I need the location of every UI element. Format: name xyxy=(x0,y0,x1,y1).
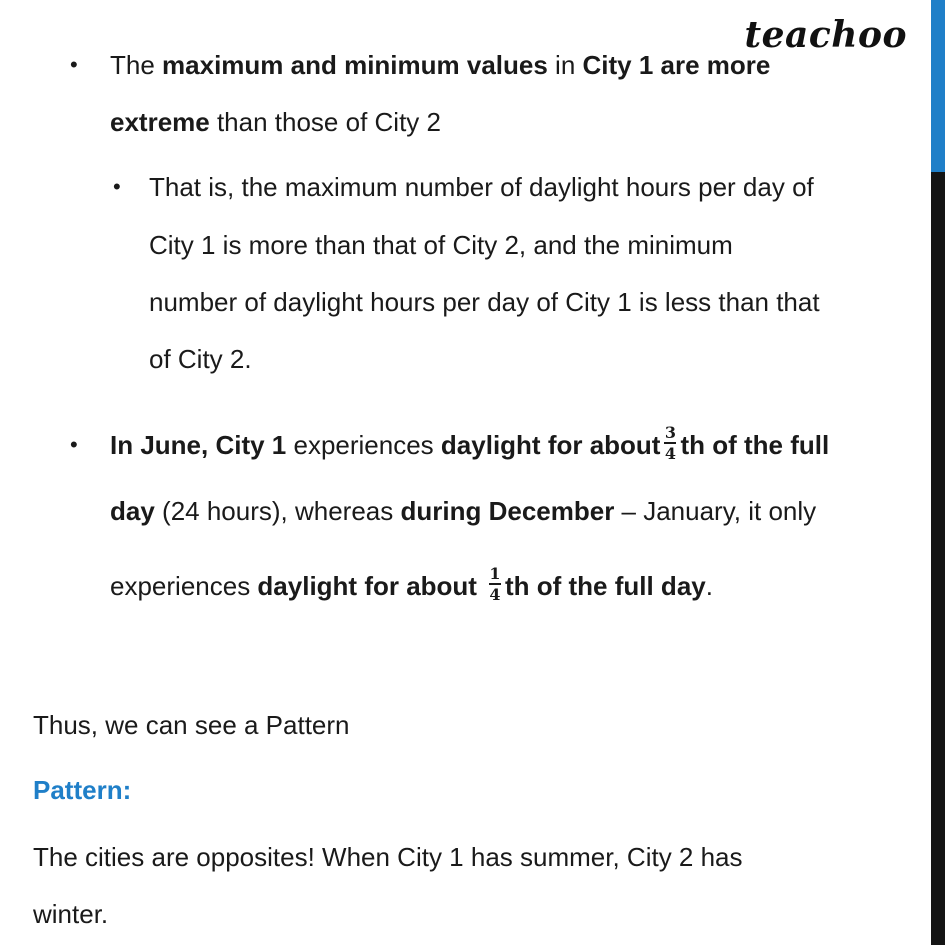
bullet-2-line-3 xyxy=(110,564,713,607)
bold-text: daylight for about xyxy=(440,430,661,460)
side-bar-accent xyxy=(931,0,945,172)
thus-line: Thus, we can see a Pattern xyxy=(33,710,350,740)
fraction-one-quarter xyxy=(489,565,501,603)
text: in xyxy=(547,50,583,80)
text: experiences xyxy=(286,430,441,460)
bold-text: daylight for about xyxy=(257,571,477,601)
sub-bullet-line-1: That is, the maximum number of daylight hours per day of xyxy=(149,172,814,202)
text: The xyxy=(110,50,163,80)
bullet-2-line-1 xyxy=(110,423,830,466)
bold-text: day xyxy=(110,496,155,526)
fraction-numerator: 3 xyxy=(664,423,677,443)
conclusion-line-2: winter. xyxy=(33,899,109,929)
bullet-1-line-2 xyxy=(110,104,441,140)
bold-text: during December xyxy=(400,496,615,526)
bullet-2-line-2 xyxy=(110,493,816,529)
bold-text: maximum and minimum values xyxy=(162,50,548,80)
text: (24 hours), whereas xyxy=(154,496,401,526)
sub-bullet-marker: • xyxy=(113,174,121,199)
bullet-marker: • xyxy=(70,52,78,77)
teachoo-logo: teachoo xyxy=(744,14,907,56)
bullet-1-line-1 xyxy=(110,47,770,83)
text: . xyxy=(705,571,713,601)
pattern-heading: Pattern: xyxy=(33,775,132,805)
fraction-denominator: 4 xyxy=(664,444,677,464)
bold-text: In June, City 1 xyxy=(110,430,287,460)
fraction-denominator: 4 xyxy=(489,585,501,605)
bullet-marker: • xyxy=(70,432,78,457)
bold-text: th of the full xyxy=(680,430,830,460)
sub-bullet-line-2: City 1 is more than that of City 2, and the minimum xyxy=(149,230,733,260)
sub-bullet-line-3: number of daylight hours per day of City 1 is less than that xyxy=(149,287,820,317)
conclusion-line-1: The cities are opposites! When City 1 has summer, City 2 has xyxy=(33,842,743,872)
slide-side-bar xyxy=(931,0,945,945)
fraction-numerator: 1 xyxy=(489,564,501,584)
bold-text: th of the full day xyxy=(504,571,706,601)
bold-text: extreme xyxy=(110,107,210,137)
sub-bullet-line-4: of City 2. xyxy=(149,344,252,374)
text: – January, it only xyxy=(614,496,817,526)
bold-text: City 1 are more xyxy=(582,50,771,80)
text: than those of City 2 xyxy=(209,107,441,137)
fraction-three-quarters xyxy=(664,424,676,462)
text: experiences xyxy=(110,571,258,601)
